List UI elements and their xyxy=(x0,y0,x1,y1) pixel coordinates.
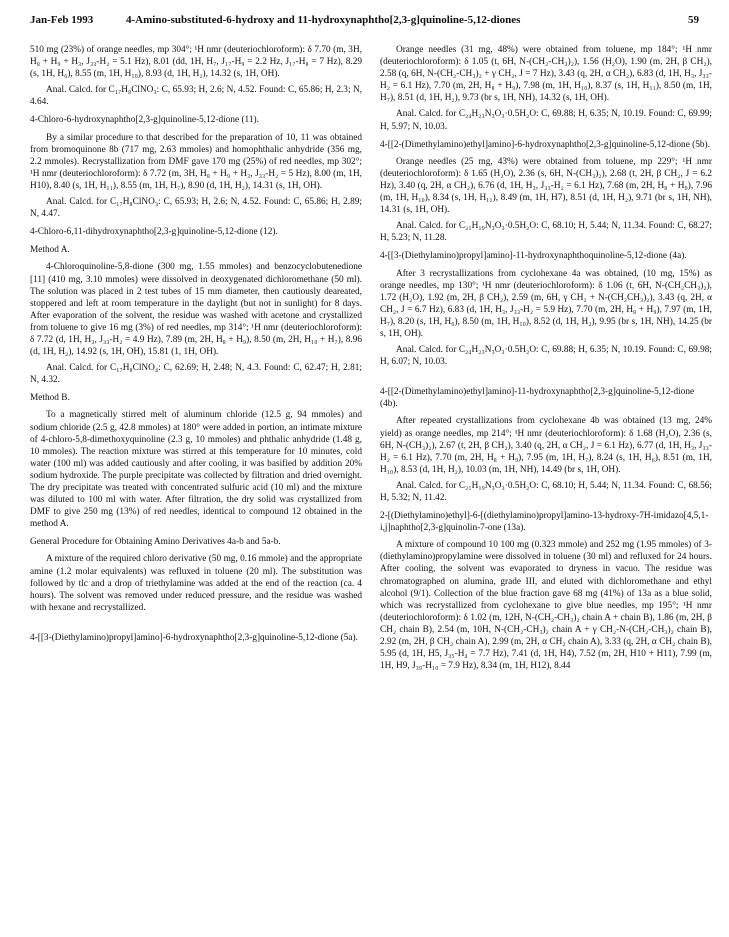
elemental-analysis: Anal. Calcd. for C₂₄H₂₃N₃O₃·0.5H₂O: C, 69.88; H, 6.35; N, 10.19. Found: C, 69.99; H, 5.97; N, 10.03. xyxy=(380,109,712,132)
body-paragraph: Orange needles (31 mg, 48%) were obtained from toluene, mp 184°; ¹H nmr (deuteriochloroform): δ 1.05 (t, 6H, N-(CH₂-CH₃)₂), 1.56 (H₂O), 1.90 (m, 2H, β CH₂), 2.58 (q, 6H, N-(CH₂-CH₃)₂ + γ CH₂, J = 7 Hz), 3.43 (q, 2H, α CH₂), 6.83 (d, 1H, H₃, J₃₃-H₂ = 6.1 Hz), 7.70 (m, 2H, H₈ + H₉), 7.98 (m, 1H, H₁₀), 8.37 (s, 1H, H₁₁), 8.50 (m, 1H, H₇), 8.51 (d, 1H, H₂), 9.73 (br s, 1H, NH), 14.32 (s, 1H, OH). xyxy=(380,45,712,104)
section-heading: 4-Chloro-6-hydroxynaphtho[2,3-g]quinoline-5,12-dione (11). xyxy=(30,115,259,126)
body-paragraph: Orange needles (25 mg, 43%) were obtained from toluene, mp 229°; ¹H nmr (deuteriochloroform): δ 1.65 (H₂O), 2.36 (s, 6H, N-(CH₃)₂), 2.68 (t, 2H, β CH₂, J = 6.2 Hz), 3.40 (q, 2H, α CH₂), 6.76 (d, 1H, H₃, J₃₃-H₂ = 6.1 Hz), 7.68 (m, 2H, H₈ + H₉), 7.96 (m, 1H, H₁₀), 8.34 (s, 1H, H₁₁), 8.49 (m, 1H, H7), 8.51 (d, 1H, H₂), 9.71 (br s, 1H, NH), 14.31 (s, 1H, OH). xyxy=(380,156,712,216)
body-paragraph: 4-Chloroquinoline-5,8-dione (300 mg, 1.55 mmoles) and benzocyclobutenedione [11] (410 mg, 3.10 mmoles) were dissolved in deoxygenated dichloromethane (50 ml). The solution was placed in 2 test tubes of 15 mm diameter, then cautiously deareated, stoppered and left at room temperature in the daylight (but not in sunlight) for 8 days. After evaporation of the solvent, the residue was washed with acetone and crystallized from toluene to give 16 mg (3%) of red needles, mp 314°; ¹H nmr (deuteriochloroform): δ 7.72 (d, 1H, H₃, J₃₃-H₂ = 4.9 Hz), 7.89 (m, 2H, H₈ + H₉), 8.50 (m, 2H, H₁₀ + H₇), 8.96 (d, 1H, H₂), 14.92 (s, 1H, OH), 15.81 (1, 1H, OH). xyxy=(30,262,362,358)
running-title: 4-Amino-substituted-6-hydroxy and 11-hydroxynaphtho[2,3-g]quinoline-5,12-diones xyxy=(126,14,521,26)
page-number: 59 xyxy=(688,14,699,26)
section-heading: Method A. xyxy=(30,245,70,256)
elemental-analysis: Anal. Calcd. for C₂₄H₂₃N₃O₃·0.5H₂O: C, 69.88; H, 6.35; N, 10.19. Found: C, 69.98; H, 6.07; N, 10.03. xyxy=(380,345,712,368)
section-heading: 4-[[2-(Dimethylamino)ethyl]amino]-6-hydroxynaphtho[2,3-g]quinoline-5,12-dione (5b). xyxy=(380,139,710,150)
elemental-analysis: Anal. Calcd. for C₂₁H₁₉N₃O₃·0.5H₂O: C, 68.10; H, 5.44; N, 11.34. Found: C, 68.27; H, 5.23; N, 11.28. xyxy=(380,221,712,244)
body-paragraph: By a similar procedure to that described for the preparation of 10, 11 was obtained from bromoquinone 8b (717 mg, 2.63 mmoles) and homophthalic anhydride (356 mg, 2.2 mmoles). Recrystallization from DMF gave 170 mg (25%) of red needles, mp 302°; ¹H nmr (deuteriochloroform): δ 7.72 (m, 3H, H₈ + H₉ + H₃, J₃₃-H₂ = 5 Hz), 8.00 (m, 1H, H10), 8.40 (s, 1H, H₁₁), 8.55 (m, 1H, H₇), 8.90 (d, 1H, H₂), 14.31 (s, 1H, OH). xyxy=(30,132,362,191)
left-column xyxy=(30,44,362,649)
elemental-analysis: Anal. Calcd. for C₁₇H₈ClNO₃: C, 65.93; H, 2.6; N, 4.52. Found: C, 65.86; H, 2.3; N, 4.64. xyxy=(30,85,362,108)
elemental-analysis: Anal. Calcd. for C₁₇H₈ClNO₄: C, 62.69; H, 2.48; N, 4.3. Found: C, 62.47; H, 2.81; N, 4.32. xyxy=(30,363,362,386)
issue-date: Jan-Feb 1993 xyxy=(30,14,94,26)
elemental-analysis: Anal. Calcd. for C₁₇H₈ClNO₃: C, 65.93; H, 2.6; N, 4.52. Found: C, 65.86; H, 2.89; N, 4.47. xyxy=(30,197,362,220)
body-paragraph: After 3 recrystallizations from cyclohexane 4a was obtained, (10 mg, 15%) as orange needles, mp 130°; ¹H nmr (deuteriochloroform): δ 1.06 (t, 6H, N-(CH₂CH₃)₂), 1.72 (H₂O), 1.92 (m, 2H, β CH₂), 2.59 (m, 6H, γ CH₂ + N-(CH₂CH₃)₂), 3.43 (q, 2H, α CH₂, J = 6.7 Hz), 6.83 (d, 1H, H₃, J₃₃-H₂ = 5.9 Hz), 7.70 (m, 2H, H₈ + H₉), 7.97 (m, 1H, H₇), 8.20 (s, 1H, H₆), 8.50 (m, 1H, H₁₀), 8.52 (d, 1H, H₂), 9.95 (br s, 1H, NH), 14.25 (br s, 1H, OH). xyxy=(380,268,712,339)
elemental-analysis: Anal. Calcd. for C₂₁H₁₉N₃O₃·0.5H₂O: C, 68.10; H, 5.44; N, 11.34. Found: C, 68.56; H, 5.32; N, 11.42. xyxy=(380,480,712,503)
section-heading: Method B. xyxy=(30,393,70,404)
body-paragraph: After repeated crystallizations from cyclohexane 4b was obtained (13 mg, 24% yield) as orange needles, mp 214°; ¹H nmr (deuteriochloroform): δ 1.68 (H₂O), 2.36 (s, 6H, N-(CH₃)₂), 2.67 (t, 2H, β CH₂), 3.40 (q, 2H, α CH₂, J = 6.1 Hz), 6.77 (d, 1H, H₃, J₃₃-H₂ = 6.1 Hz), 7.70 (m, 2H, H₈ + H₉), 7.95 (m, 1H, H₇), 8.24 (s, 1H, H₆), 8.51 (m, 1H, H₁₀), 8.53 (d, 1H, H₂), 10.03 (m, 1H, NH), 14.49 (br s, 1H, OH). xyxy=(380,416,712,475)
running-header xyxy=(30,14,699,34)
section-heading: 4-[[3-(Diethylamino)propyl]amino]-11-hydroxynaphthoquinoline-5,12-dione (4a). xyxy=(380,251,687,262)
section-heading: 4-[[3-(Diethylamino)propyl]amino]-6-hydroxynaphtho[2,3-g]quinoline-5,12-dione (5a). xyxy=(30,632,358,643)
section-heading: 2-[(Diethylamino)ethyl]-6-[(diethylamino)propyl]amino-13-hydroxy-7H-imidazo[4,5,1-i,j]naphtho[2,3-g]quinolin-7-one (13a). xyxy=(380,511,709,534)
section-heading: 4-Chloro-6,11-dihydroxynaphtho[2,3-g]quinoline-5,12-dione (12). xyxy=(30,227,278,238)
section-heading: 4-[[2-(Dimethylamino)ethyl]amino]-11-hydroxynaphtho[2,3-g]quinoline-5,12-dione (4b). xyxy=(380,387,695,410)
spacer xyxy=(380,372,712,380)
body-paragraph: A mixture of the required chloro derivative (50 mg, 0.16 mmole) and the appropriate amine (1.2 molar equivalents) was refluxed in toluene (20 ml). The substitution was followed by tlc and a drop of triethylamine was added at the end of the reaction (ca. 4 hours). The solvent was removed under reduced pressure, and the residue was washed with hexane and recrystallized. xyxy=(30,554,362,613)
section-heading: General Procedure for Obtaining Amino Derivatives 4a-b and 5a-b. xyxy=(30,537,281,548)
spacer xyxy=(30,618,362,626)
body-paragraph: A mixture of compound 10 100 mg (0.323 mmole) and 252 mg (1.95 mmoles) of 3-(diethylamino)propylamine were dissolved in toluene (30 ml) and refluxed for 24 hours. After cooling, the solvent was evaporated to dryness in vacuo. The residue was chromatographed on alumina, grade III, and eluted with dichloromethane and ethyl alcohol (9/1). Collection of the blue fraction gave 68 mg (41%) of 13a as a blue solid, which was recrystallized from cyclohexane to give blue needles, mp 195°; ¹H nmr (deuteriochloroform): δ 1.02 (m, 12H, N-(CH₂-CH₃)₂ chain A + chain B), 1.86 (m, 2H, β CH₂ chain B), 2.54 (m, 10H, N-(CH₂-CH₃)₂ chain A + γ CH₂-N-(CH₂-CH₃)₂ chain B), 2.92 (m, 2H, β CH₂ chain A), 2.99 (m, 2H, α CH₂ chain A), 3.33 (q, 2H, α CH₂ chain B), 5.95 (d, 1H, H5, J₃₅-H₄ = 7.7 Hz), 7.41 (d, 1H, H4), 7.52 (m, 2H, H10 + H11), 7.99 (m, 1H, H9, J₃₉-H₁₀ = 7.9 Hz), 8.34 (m, 1H, H12), 8.44 xyxy=(380,540,712,672)
body-paragraph: To a magnetically stirred melt of aluminum chloride (12.5 g, 94 mmoles) and sodium chloride (2.5 g, 42.8 mmoles) at 180° were added in portion, an intimate mixture of 4-chloro-5,8-dimethoxyquinoline (2.3 g, 10 mmoles) and phthalic anhydride (1.48 g, 10 mmoles). The reaction mixture was stirred at this temperature for 10 minutes, cold water (100 ml) was added cautiously and after cooling, it was basified by addition 20% sodium hydroxide. The purple precipitate was collected by filtration and dried overnight. The dry precipitate was treated with concentrated sulfuric acid (10 ml) and the mixture was diluted to 100 ml with water. After filtration, the dry solid was crystallized from DMF to give 250 mg (13%) of red needles, identical to compound 12 obtained in the method A. xyxy=(30,410,362,530)
body-paragraph: 510 mg (23%) of orange needles, mp 304°; ¹H nmr (deuteriochloroform): δ 7.70 (m, 3H, H₈ + H₉ + H₃, J₃₃-H₂ = 5.1 Hz), 8.01 (dd, 1H, H₇, J₁₇-H₉ = 2.2 Hz, J₁₇-H₈ = 7 Hz), 8.29 (s, 1H, H₆), 8.55 (m, 1H, H₁₀), 8.93 (d, 1H, H₂), 14.32 (s, 1H, OH). xyxy=(30,45,362,80)
right-column xyxy=(380,44,712,676)
